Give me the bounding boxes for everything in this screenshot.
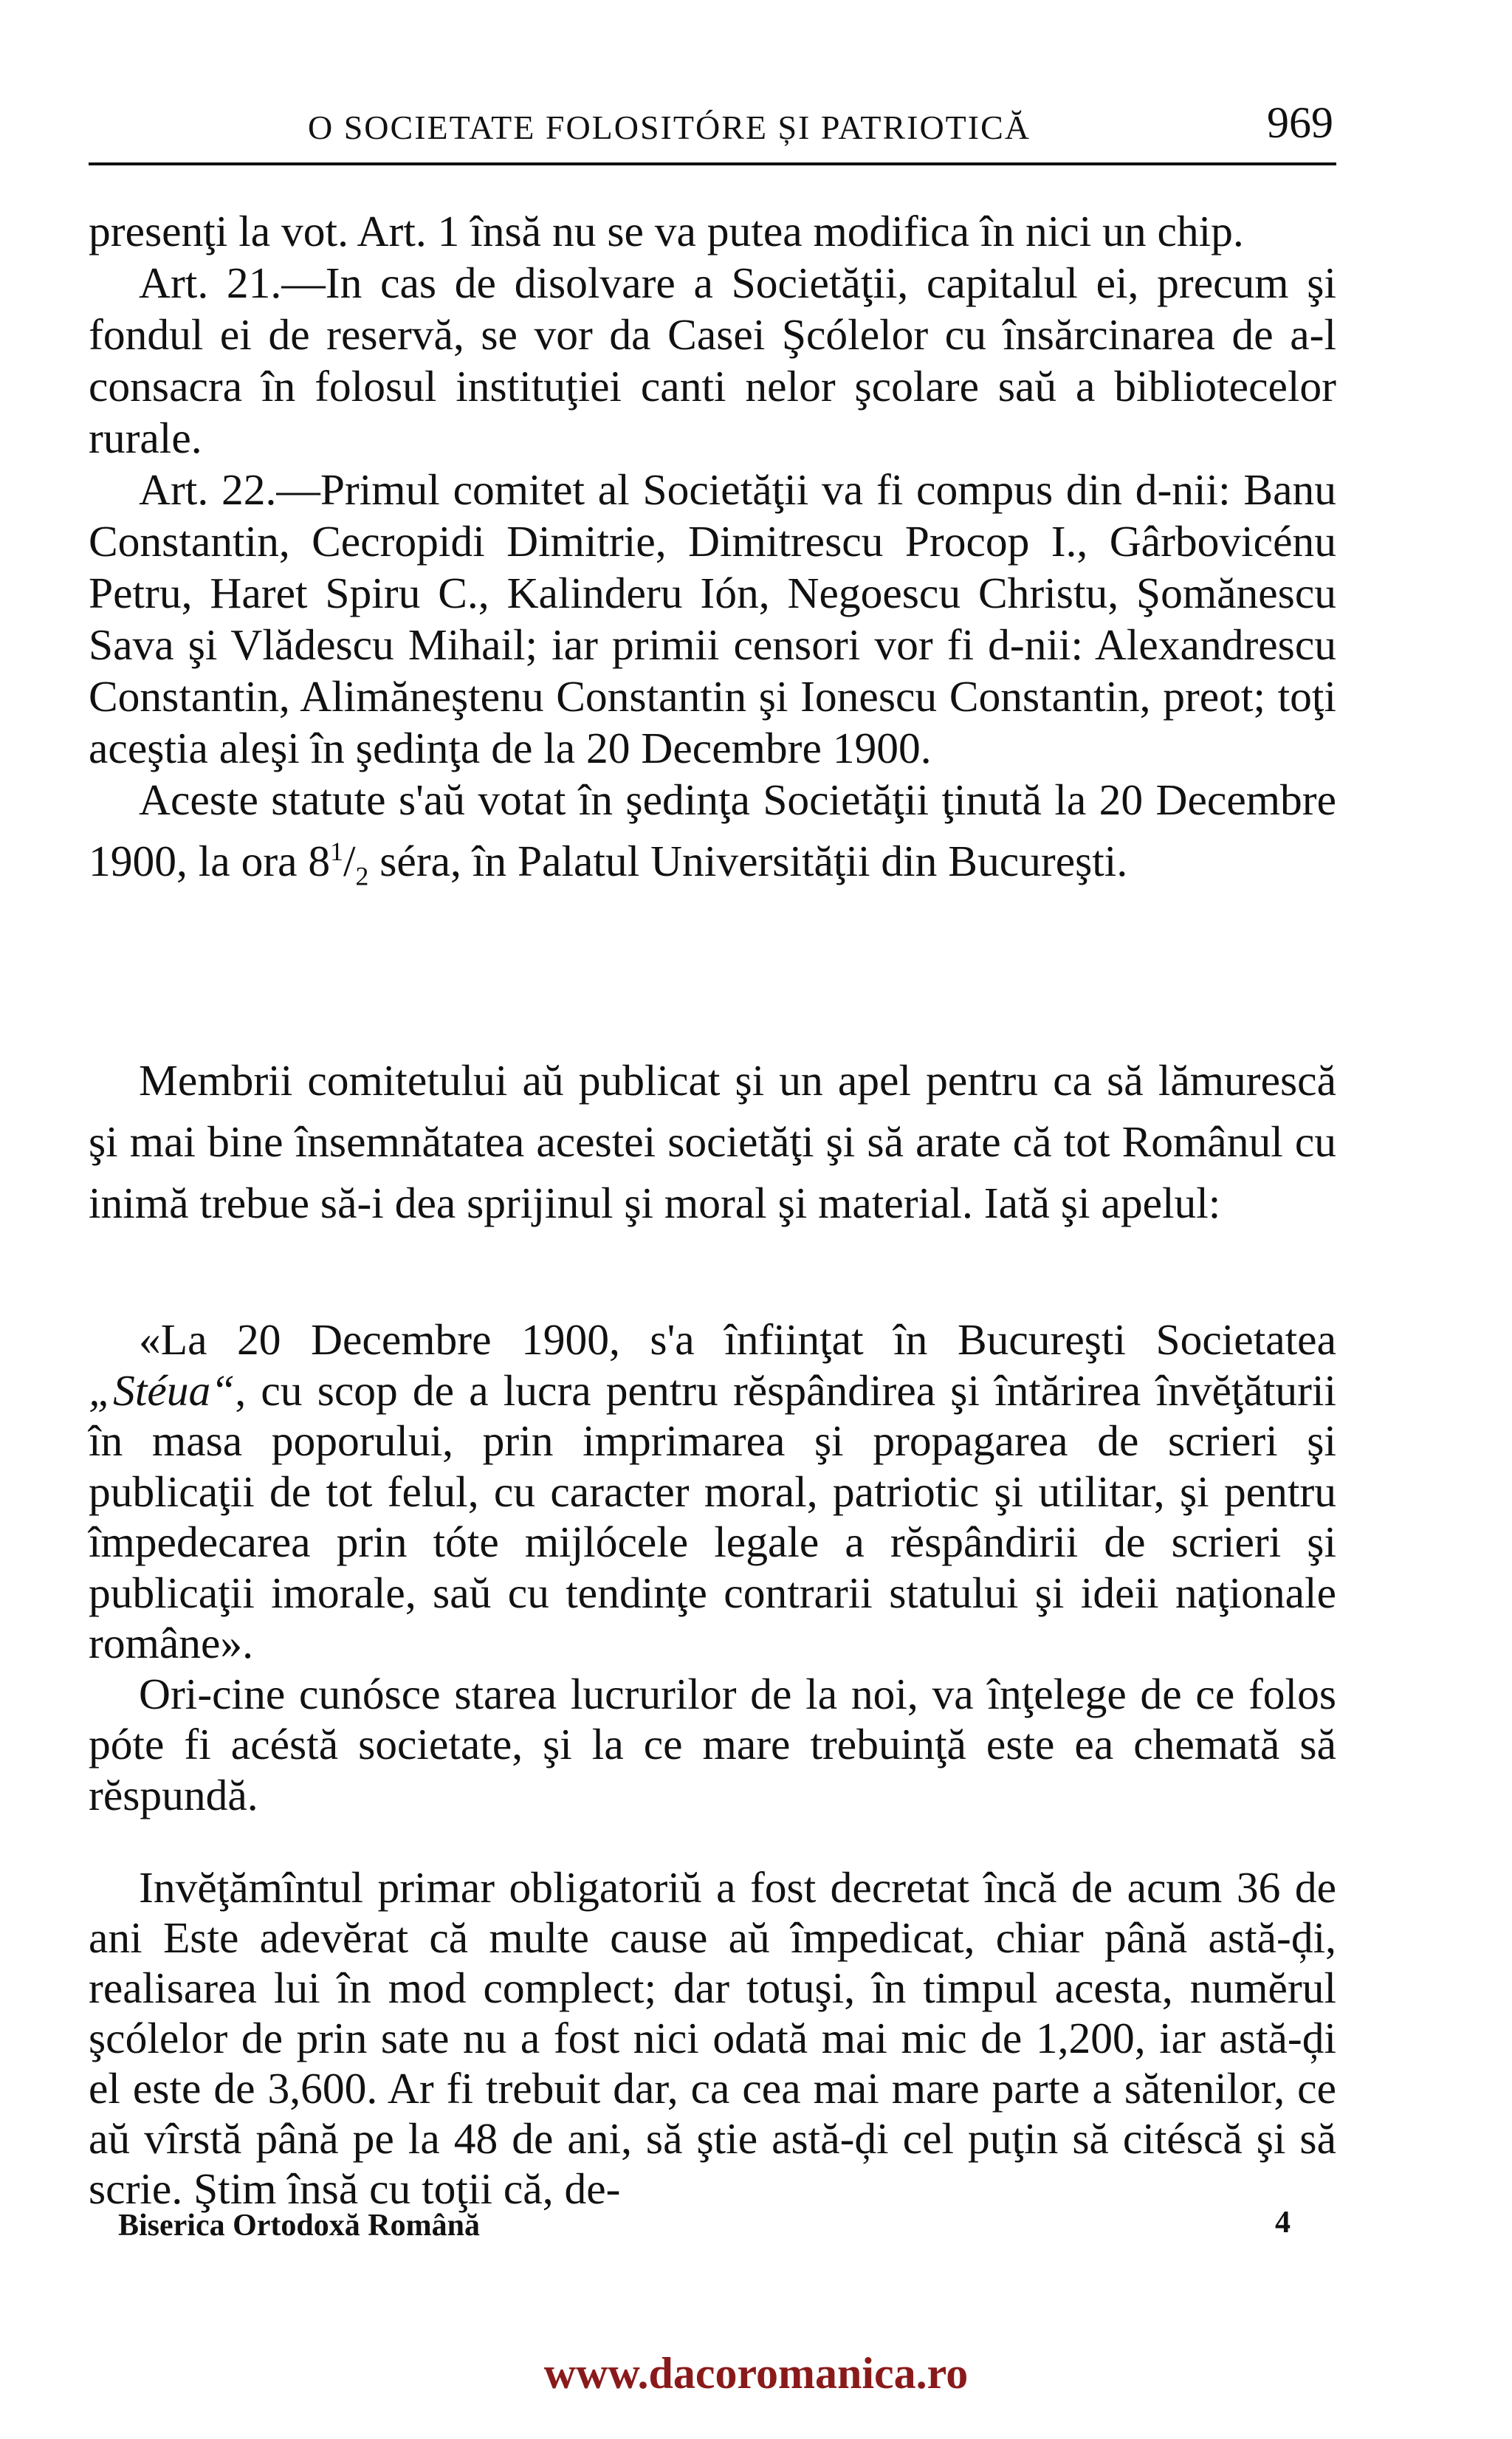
appeal-text: «La 20 Decembre 1900, s'a înfiinţat în Bucureşti Societatea — [139, 1315, 1336, 1364]
running-title: O SOCIETATE FOLOSITÓRE ȘI PATRIOTICĂ — [308, 109, 1031, 146]
footer-signature: Biserica Ortodoxă Română — [118, 2209, 480, 2243]
fraction-numerator: 1 — [330, 837, 344, 866]
watermark-url: www.dacoromanica.ro — [543, 2349, 969, 2398]
paragraph-committee-appeal: Membrii comitetului aŭ publicat şi un apel pentru ca să lămurescă şi mai bine însemnătatea acestei societăţi şi să arate că tot Românul cu inimă trebue să-i dea sprijinul şi moral şi material. Iată şi apelul: — [89, 1056, 1336, 1227]
text-block-appeal — [89, 1314, 1336, 1820]
text-block-statutes — [89, 205, 1336, 902]
paragraph-education: Invĕţămîntul primar obligatoriŭ a fost decretat încă de acum 36 de ani Este adevĕrat că multe cause aŭ împedicat, chiar până astă-ḑi, realisarea lui în mod complect; dar totuşi, în timpul acesta, numĕrul şcólelor de prin sate nu a fost nici odată mai mic de 1,200, iar astă-ḑi el este de 3,600. Ar fi trebuit dar, ca cea mai mare parte a sătenilor, ce aŭ vîrstă până pe la 48 de ani, să ştie astă-ḑi cel puţin să citéscă şi să scrie. Ştim însă cu toţii că, de- — [89, 1863, 1336, 2213]
text-block-education — [89, 1862, 1336, 2214]
paragraph: Ori-cine cunósce starea lucrurilor de la noi, va înţelege de ce folos póte fi acéstă societate, şi la ce mare trebuinţă este ea chemată să rĕspundă. — [89, 1669, 1336, 1819]
paragraph-appeal-quote — [89, 1314, 1336, 1669]
page-number: 969 — [1267, 98, 1333, 147]
paragraph-article-21: Art. 21.—In cas de disolvare a Societăţii, capitalul ei, precum şi fondul ei de reservă, se vor da Casei Şcólelor cu însărcinarea de a-l consacra în folosul instituţiei canti nelor şcolare saŭ a bibliotecelor rurale. — [89, 258, 1336, 462]
appeal-text-end: , cu scop de a lucra pentru rĕspândirea şi întărirea învĕţăturii în masa poporului, prin imprimarea şi propagarea de scrieri şi publicaţii de tot felul, cu caracter moral, patriotic şi utilitar, şi pentru împedecarea prin tóte mijlócele legale a rĕspândirii de scrieri şi publicaţii imorale, saŭ cu tendinţe contrarii statului şi ideii naţionale române». — [89, 1365, 1336, 1667]
running-header — [89, 98, 1336, 165]
text-block-committee — [89, 1050, 1336, 1234]
paragraph-article-22: Art. 22.—Primul comitet al Societăţii va fi compus din d-nii: Banu Constantin, Cecropidi Dimitrie, Dimitrescu Procop I., Gârbovicénu Petru, Haret Spiru C., Kalinderu Ión, Negoescu Christu, Şomănescu Sava şi Vlădescu Mihail; iar primii censori vor fi d-nii: Alexandrescu Constantin, Alimăneştenu Constantin şi Ionescu Constantin, preot; toţi aceştia aleşi în şedinţa de la 20 Decembre 1900. — [89, 465, 1336, 772]
paragraph: presenţi la vot. Art. 1 însă nu se va putea modifica în nici un chip. — [89, 207, 1244, 255]
footer-sheet-number: 4 — [1275, 2206, 1291, 2240]
vote-note-text-end: séra, în Palatul Universităţii din Bucureşti. — [368, 836, 1128, 885]
paragraph-vote-note: Aceste statute s'aŭ votat în şedinţa Societăţii ţinută la 20 Decembre 1900, la ora $8^1/_2$ séra, în Palatul Universităţii din Bucureşti. — [89, 775, 1336, 891]
fraction-denominator: 2 — [355, 861, 369, 891]
society-name: „Stéua“ — [89, 1365, 236, 1415]
vote-note-text: Aceste statute s'aŭ votat în şedinţa Societăţii ţinută la 20 Decembre 1900, la ora 8 — [89, 775, 1336, 885]
